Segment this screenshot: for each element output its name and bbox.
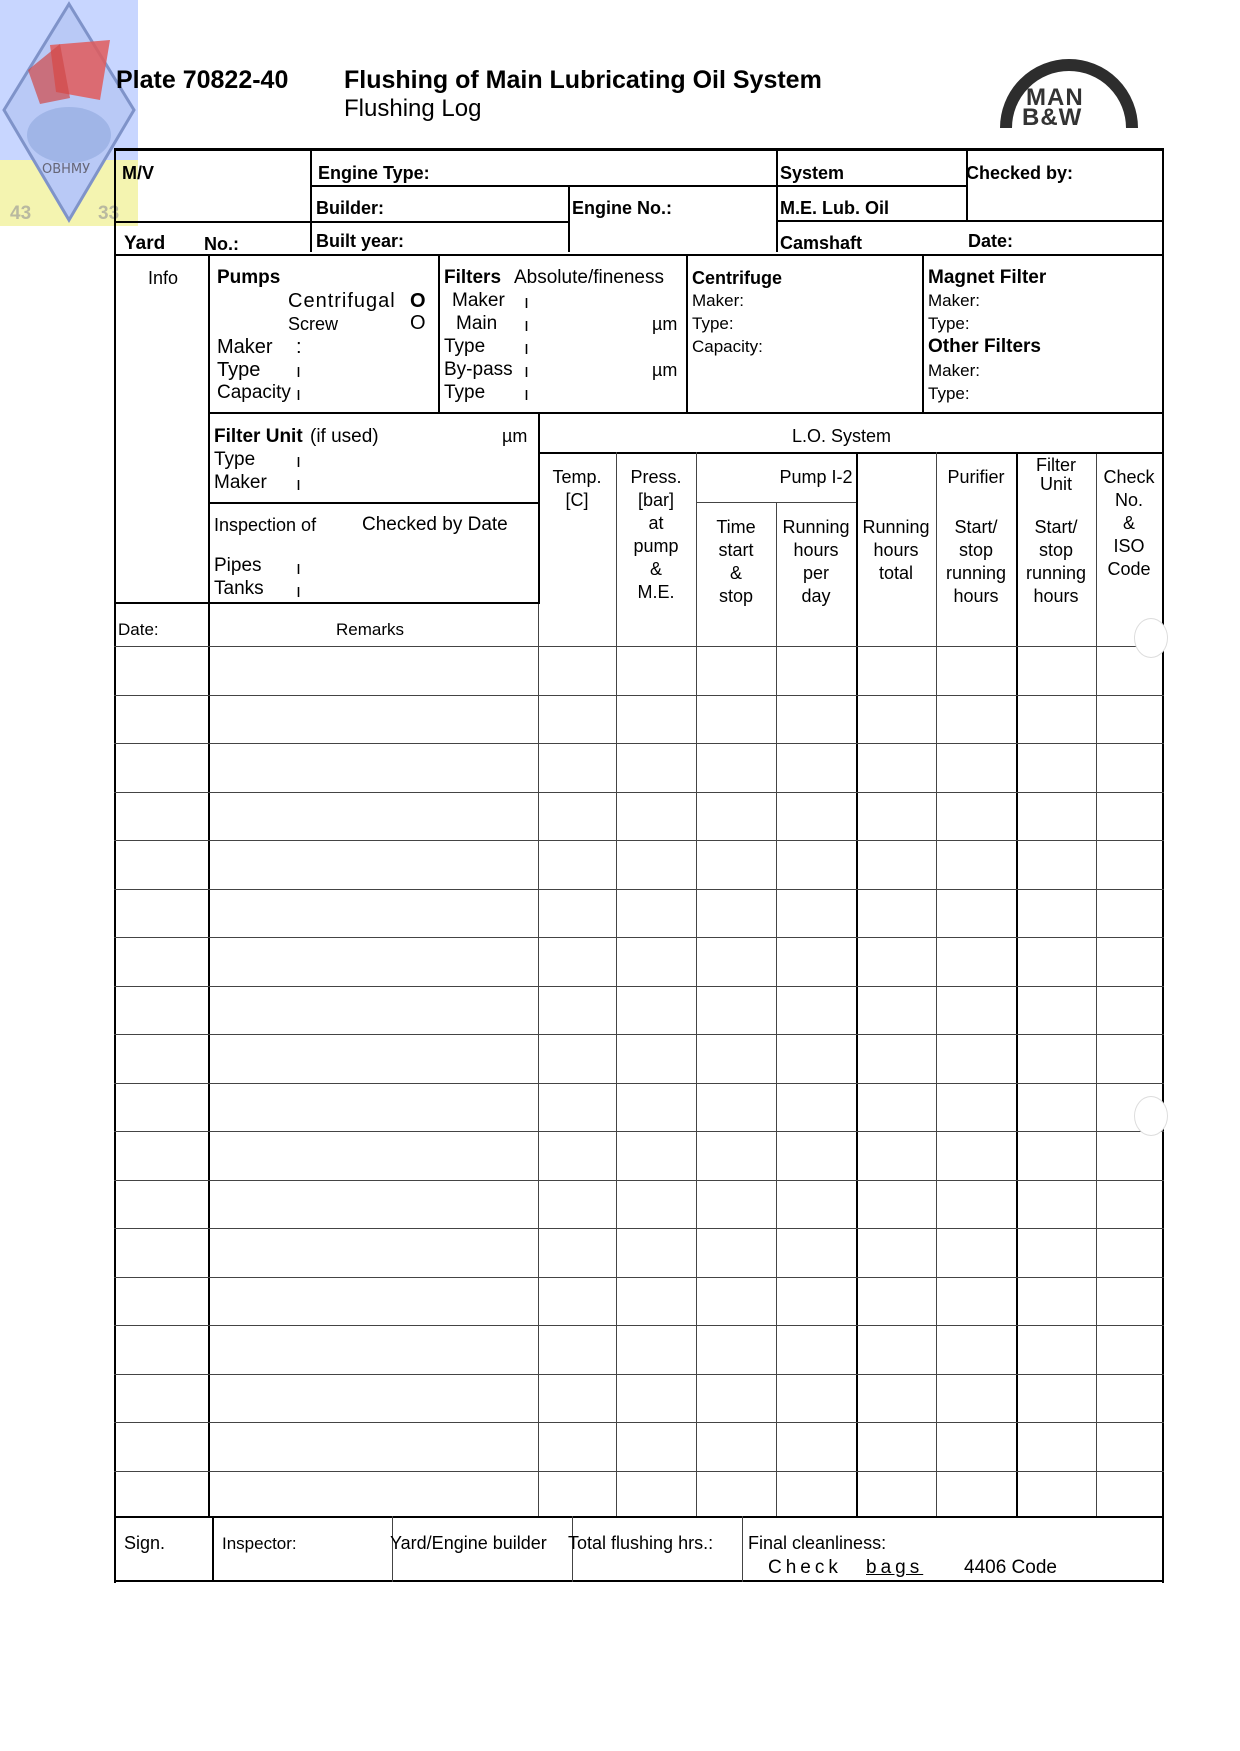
punch-hole bbox=[1134, 618, 1168, 658]
centrifugal-option-icon[interactable]: O bbox=[410, 290, 426, 312]
filters-bypass-sep: ı bbox=[524, 361, 530, 381]
date-label: Date: bbox=[968, 231, 1014, 251]
log-row-line bbox=[114, 646, 1164, 647]
col-time: Time start & stop bbox=[716, 517, 756, 606]
filters-type: Type bbox=[444, 336, 486, 357]
badge-text: ОВНМУ bbox=[42, 162, 91, 177]
log-row-line bbox=[114, 840, 1164, 841]
filter-unit-type-sep: ı bbox=[296, 451, 302, 471]
footer-inspector: Inspector: bbox=[222, 1534, 297, 1553]
other-filters-type: Type: bbox=[928, 384, 970, 403]
col-purifier-hours: Start/ stop running hours bbox=[945, 517, 1007, 606]
magnet-title: Magnet Filter bbox=[928, 267, 1047, 288]
yard-label: Yard bbox=[124, 233, 166, 254]
info-label: Info bbox=[148, 268, 179, 288]
footer-final-cleanliness: Final cleanliness: bbox=[748, 1533, 887, 1553]
col-temp: Temp. [C] bbox=[552, 467, 602, 510]
footer-code: 4406 Code bbox=[964, 1557, 1057, 1578]
footer-sign: Sign. bbox=[124, 1533, 166, 1553]
footer-yard-builder: Yard/Engine builder bbox=[390, 1533, 547, 1553]
other-filters-title: Other Filters bbox=[928, 336, 1041, 357]
filter-unit-type: Type bbox=[214, 449, 256, 470]
built-year-label: Built year: bbox=[316, 231, 405, 251]
log-row-line bbox=[114, 1131, 1164, 1132]
magnet-maker: Maker: bbox=[928, 291, 980, 310]
log-row-line bbox=[114, 1228, 1164, 1229]
filter-unit-unit: µm bbox=[502, 426, 528, 446]
soviet-badge-logo bbox=[0, 0, 138, 226]
log-row-line bbox=[114, 937, 1164, 938]
filter-unit-title-rest: (if used) bbox=[310, 426, 379, 447]
log-row-line bbox=[114, 1083, 1164, 1084]
engine-type-label: Engine Type: bbox=[318, 163, 430, 183]
other-filters-maker: Maker: bbox=[928, 361, 980, 380]
log-row-line bbox=[114, 889, 1164, 890]
system-label: System bbox=[780, 163, 845, 183]
inspection-checked: Checked by Date bbox=[362, 514, 508, 535]
centrifuge-capacity: Capacity: bbox=[692, 337, 763, 356]
filters-main: Main bbox=[456, 313, 498, 334]
col-running-total: Running hours total bbox=[862, 517, 930, 583]
col-check-iso: Check No. & ISO Code bbox=[1103, 467, 1155, 579]
filters-maker-sep: ı bbox=[524, 292, 530, 312]
log-row-line bbox=[114, 1374, 1164, 1375]
remarks-column-label: Remarks bbox=[336, 620, 405, 639]
me-lub-oil-label: M.E. Lub. Oil bbox=[780, 198, 889, 218]
log-row-line bbox=[114, 1422, 1164, 1423]
filters-title-rest: Absolute/fineness bbox=[514, 267, 664, 288]
log-row-line bbox=[114, 1277, 1164, 1278]
brand-bottom: B&W bbox=[1022, 104, 1083, 131]
magnet-type: Type: bbox=[928, 314, 970, 333]
man-bw-logo bbox=[998, 44, 1140, 130]
pumps-capacity-sep: ı bbox=[296, 384, 302, 404]
page-title: Flushing of Main Lubricating Oil System bbox=[344, 66, 822, 94]
pumps-type: Type bbox=[217, 359, 261, 381]
pumps-capacity: Capacity bbox=[217, 382, 291, 403]
pumps-maker: Maker bbox=[217, 336, 273, 358]
centrifuge-type: Type: bbox=[692, 314, 734, 333]
centrifuge-maker: Maker: bbox=[692, 291, 744, 310]
log-row-line bbox=[114, 1180, 1164, 1181]
brand-top: MAN bbox=[1026, 84, 1084, 111]
badge-number-left: 43 bbox=[10, 203, 32, 224]
mv-label: M/V bbox=[122, 163, 155, 183]
log-row-line bbox=[114, 1471, 1164, 1472]
filters-type2-sep: ı bbox=[524, 384, 530, 404]
col-running-per-day: Running hours per day bbox=[782, 517, 850, 606]
col-press: Press. [bar] at pump & M.E. bbox=[630, 467, 682, 602]
filters-main-unit: µm bbox=[652, 314, 678, 334]
inspection-tanks: Tanks bbox=[214, 578, 264, 599]
col-filter-unit: Filter Unit bbox=[1036, 455, 1076, 494]
log-row-line bbox=[114, 695, 1164, 696]
inspection-title: Inspection of bbox=[214, 515, 317, 535]
filters-type2: Type bbox=[444, 382, 486, 403]
footer-check: Check bbox=[768, 1557, 842, 1578]
col-pump: Pump I-2 bbox=[779, 467, 853, 487]
pumps-centrifugal: Centrifugal bbox=[288, 290, 396, 312]
inspection-pipes-sep: ı bbox=[296, 558, 302, 578]
builder-label: Builder: bbox=[316, 198, 385, 218]
filters-title: Filters bbox=[444, 267, 502, 288]
filter-unit-title: Filter Unit bbox=[214, 426, 303, 447]
no-label: No.: bbox=[204, 234, 239, 254]
filters-main-sep: ı bbox=[524, 315, 530, 335]
engine-no-label: Engine No.: bbox=[572, 198, 672, 218]
checked-by-label: Checked by: bbox=[966, 163, 1074, 183]
filters-bypass: By-pass bbox=[444, 359, 513, 380]
filter-unit-maker: Maker bbox=[214, 472, 267, 493]
badge-number-right: 33 bbox=[98, 203, 120, 224]
lo-system-label: L.O. System bbox=[792, 426, 892, 446]
col-filter-unit-hours: Start/ stop running hours bbox=[1025, 517, 1087, 606]
centrifuge-title: Centrifuge bbox=[692, 268, 782, 288]
log-row-line bbox=[114, 986, 1164, 987]
filters-maker: Maker bbox=[452, 290, 505, 311]
log-row-line bbox=[114, 1034, 1164, 1035]
filters-bypass-unit: µm bbox=[652, 360, 678, 380]
footer-bags: bags bbox=[866, 1557, 924, 1578]
inspection-pipes: Pipes bbox=[214, 555, 262, 576]
log-row-line bbox=[114, 792, 1164, 793]
page-subtitle: Flushing Log bbox=[344, 95, 482, 122]
punch-hole bbox=[1134, 1096, 1168, 1136]
inspection-tanks-sep: ı bbox=[296, 581, 302, 601]
pumps-title: Pumps bbox=[217, 267, 281, 288]
filter-unit-maker-sep: ı bbox=[296, 474, 302, 494]
screw-option-icon[interactable]: O bbox=[410, 312, 426, 334]
camshaft-label: Camshaft bbox=[780, 233, 863, 253]
pumps-type-sep: ı bbox=[296, 361, 302, 381]
log-row-line bbox=[114, 1325, 1164, 1326]
pumps-maker-sep: : bbox=[296, 336, 302, 358]
date-column-label: Date: bbox=[118, 620, 159, 639]
footer-total-hours: Total flushing hrs.: bbox=[568, 1533, 714, 1553]
log-row-line bbox=[114, 743, 1164, 744]
col-purifier: Purifier bbox=[947, 467, 1005, 487]
filters-type-sep: ı bbox=[524, 338, 530, 358]
pumps-screw: Screw bbox=[288, 314, 339, 334]
plate-number: Plate 70822-40 bbox=[116, 66, 289, 94]
